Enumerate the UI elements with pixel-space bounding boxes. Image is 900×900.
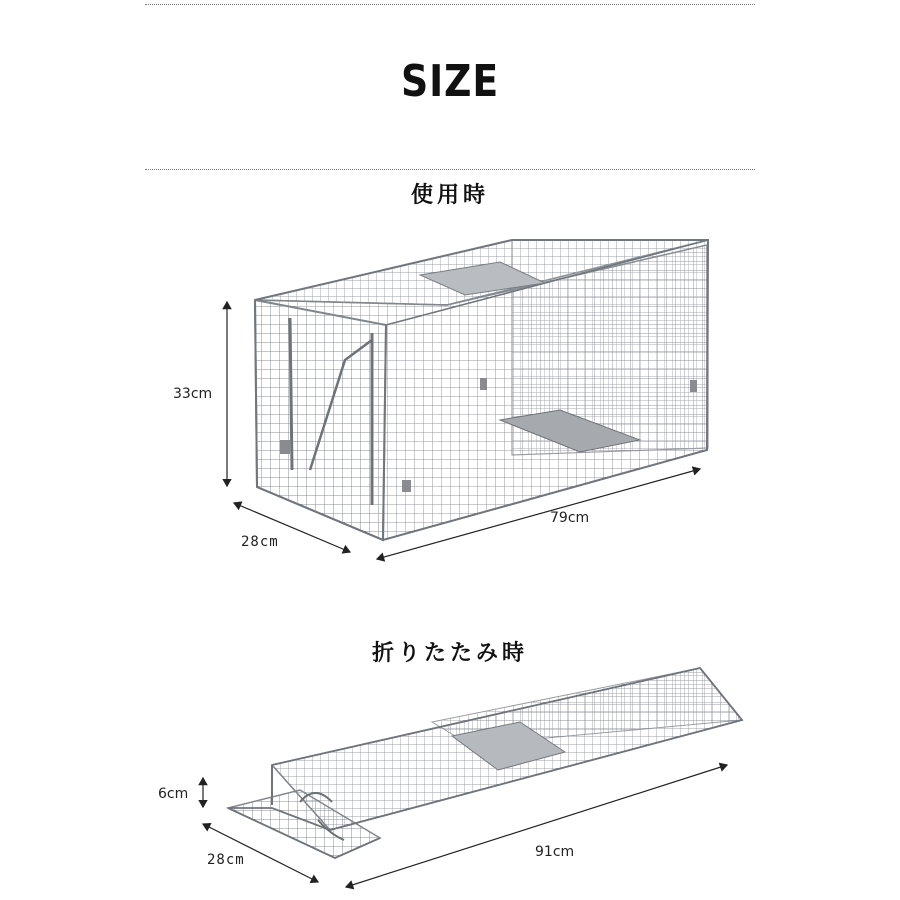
- folded-height-label: 6cm: [158, 786, 189, 802]
- cage-in-use: [255, 240, 708, 540]
- in-use-heading: 使用時: [410, 183, 489, 208]
- in-use-height-label: 33cm: [173, 386, 213, 402]
- in-use-length-label: 79cm: [550, 510, 590, 526]
- folded-heading: 折りたたみ時: [371, 641, 528, 666]
- cage-folded: [228, 668, 742, 858]
- in-use-width-label: 28cm: [241, 534, 279, 550]
- folded-length-label: 91cm: [535, 844, 575, 860]
- folded-width-label: 28cm: [207, 852, 245, 868]
- page-title: SIZE: [400, 56, 500, 107]
